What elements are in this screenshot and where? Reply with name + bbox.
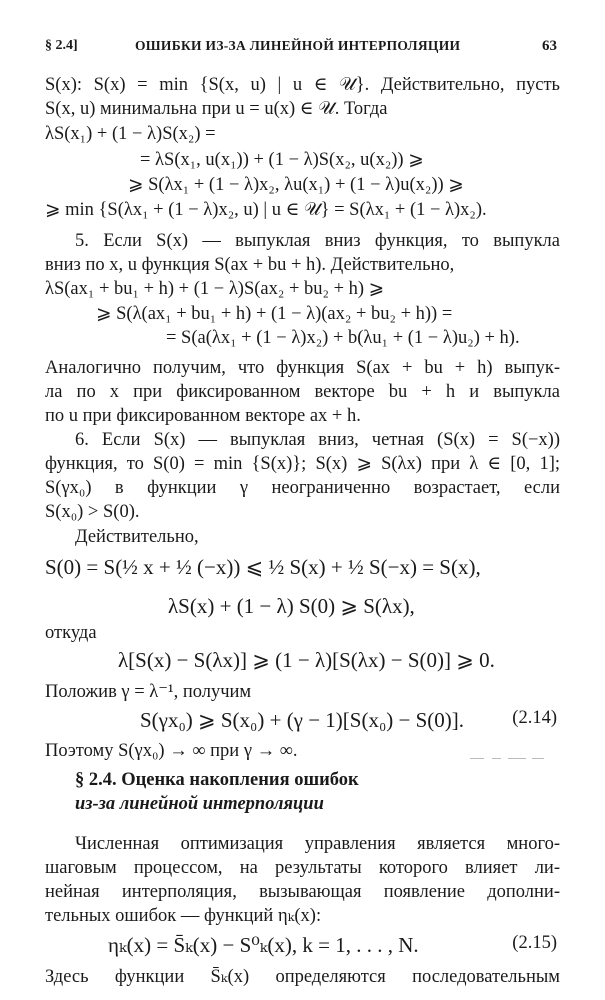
formula-line: = λS(x₁, u(x₁)) + (1 − λ)S(x₂, u(x₂)) ⩾ bbox=[140, 150, 424, 170]
display-formula: ηₖ(x) = S̄ₖ(x) − S⁰ₖ(x), k = 1, . . . , N. bbox=[108, 933, 419, 957]
text-line: по u при фиксированном векторе ax + h. bbox=[45, 406, 361, 426]
formula-line: = S(a(λx₁ + (1 − λ)x₂) + b(λu₁ + (1 − λ)u₂) + h). bbox=[166, 328, 520, 348]
text-line: Положив γ = λ⁻¹, получим bbox=[45, 682, 252, 702]
text-line: вниз по x, u функция S(ax + bu + h). Действительно, bbox=[45, 255, 455, 275]
display-formula: S(0) = S(½ x + ½ (−x)) ⩽ ½ S(x) + ½ S(−x) = S(x), bbox=[45, 555, 481, 579]
text-line: S(x): S(x) = min {S(x, u) | u ∈ 𝒰}. Действительно, пусть bbox=[45, 75, 560, 95]
text-line: Численная оптимизация управления является много- bbox=[75, 834, 560, 854]
formula-line: ⩾ S(λ(ax₁ + bu₁ + h) + (1 − λ)(ax₂ + bu₂ + h)) = bbox=[96, 304, 453, 324]
text-line: откуда bbox=[45, 623, 97, 643]
text-line: Действительно, bbox=[75, 527, 199, 547]
text-line: Аналогично получим, что функция S(ax + bu + h) выпук- bbox=[45, 358, 560, 378]
text-line: S(x, u) минимальна при u = u(x) ∈ 𝒰. Тогда bbox=[45, 99, 388, 119]
display-formula: λS(x) + (1 − λ) S(0) ⩾ S(λx), bbox=[168, 594, 415, 618]
section-heading-line2: из-за линейной интерполяции bbox=[75, 794, 324, 814]
formula-line: ⩾ min {S(λx₁ + (1 − λ)x₂, u) | u ∈ 𝒰} = S(λx₁ + (1 − λ)x₂). bbox=[45, 200, 487, 220]
text-line: 5. Если S(x) — выпуклая вниз функция, то выпукла bbox=[75, 231, 560, 251]
section-heading-line1: § 2.4. Оценка накопления ошибок bbox=[75, 770, 359, 790]
text-line: Поэтому S(γx₀) → ∞ при γ → ∞. bbox=[45, 741, 298, 761]
formula-line: ⩾ S(λx₁ + (1 − λ)x₂, λu(x₁) + (1 − λ)u(x₂)) ⩾ bbox=[128, 175, 464, 195]
header-title: ОШИБКИ ИЗ-ЗА ЛИНЕЙНОЙ ИНТЕРПОЛЯЦИИ bbox=[135, 38, 461, 53]
text-line: S(γx₀) в функции γ неограниченно возрастает, если bbox=[45, 478, 560, 498]
scan-marks bbox=[470, 758, 545, 764]
running-header bbox=[45, 38, 557, 60]
page-number: 63 bbox=[542, 38, 557, 54]
formula-line: λS(x₁) + (1 − λ)S(x₂) = bbox=[45, 124, 216, 144]
equation-number: (2.15) bbox=[512, 933, 557, 953]
text-line: шаговым процессом, на результаты которого влияет ли- bbox=[45, 858, 560, 878]
equation-number: (2.14) bbox=[512, 708, 557, 728]
text-line: ла по x при фиксированном векторе bu + h и выпукла bbox=[45, 382, 560, 402]
text-line: тельных ошибок — функций ηₖ(x): bbox=[45, 906, 322, 926]
display-formula: λ[S(x) − S(λx)] ⩾ (1 − λ)[S(λx) − S(0)] ⩾ 0. bbox=[118, 648, 495, 672]
formula-line: λS(ax₁ + bu₁ + h) + (1 − λ)S(ax₂ + bu₂ + h) ⩾ bbox=[45, 279, 385, 299]
display-formula: S(γx₀) ⩾ S(x₀) + (γ − 1)[S(x₀) − S(0)]. bbox=[140, 708, 465, 732]
text-line: S(x₀) > S(0). bbox=[45, 502, 140, 522]
text-line: функция, то S(0) = min {S(x)}; S(x) ⩾ S(λx) при λ ∈ [0, 1]; bbox=[45, 454, 561, 474]
text-line: Здесь функции S̄ₖ(x) определяются последовательным bbox=[45, 967, 560, 987]
text-line: нейная интерполяция, вызывающая появление дополни- bbox=[45, 882, 560, 902]
text-line: 6. Если S(x) — выпуклая вниз, четная (S(x) = S(−x)) bbox=[75, 430, 560, 450]
header-section: § 2.4] bbox=[45, 38, 78, 53]
